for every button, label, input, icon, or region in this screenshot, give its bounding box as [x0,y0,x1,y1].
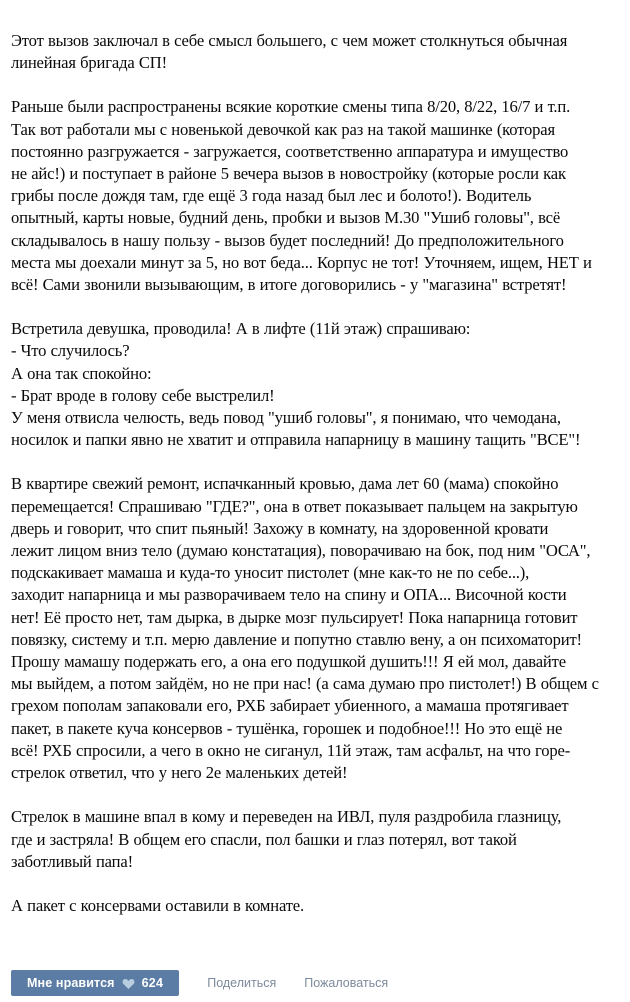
post-paragraph [11,96,620,296]
post-line: пакет, в пакете куча консервов - тушёнка, горошек и подобное!!! Но это ещё не [11,718,563,738]
like-button[interactable] [11,970,179,996]
post-line: нет! Её просто нет, там дырка, в дырке мозг пульсирует! Пока напарница готовит [11,607,578,627]
post-line: складывалось в нашу пользу - вызов будет последний! До предположительного [11,230,564,250]
post-actions-bar [11,970,388,996]
post-body [11,30,620,917]
like-button-label: Мне нравится [27,975,115,990]
post-line: лежит лицом вниз тело (думаю констатация), поворачиваю на бок, под ним "ОСА", [11,541,591,561]
post-line: не айс!) и поступает в районе 5 вечера вызов в новостройку (которые росли как [11,164,566,184]
post-line: линейная бригада СП! [11,53,167,73]
post-line: дверь и говорит, что спит пьяный! Захожу в комнату, на здоровенной кровати [11,518,549,538]
post-line: А она так спокойно: [11,363,152,383]
post-line: постоянно разгружается - загружается, соответственно аппаратура и имущество [11,141,569,161]
post-line: грибы после дождя там, где ещё 3 года назад был лес и болото!). Водитель [11,186,532,206]
post-line: Так вот работали мы с новенькой девочкой как раз на такой машинке (которая [11,119,555,139]
post-line: - Что случилось? [11,341,130,361]
post-line: заботливый папа! [11,851,133,871]
post-line: Стрелок в машине впал в кому и переведен на ИВЛ, пуля раздробила глазницу, [11,807,562,827]
post-line: носилок и папки явно не хватит и отправила напарницу в машину тащить "ВСЕ"! [11,430,581,450]
share-link[interactable]: Поделиться [207,976,277,990]
report-link[interactable]: Пожаловаться [304,976,389,990]
post-paragraph [11,895,620,917]
post-line: повязку, систему и т.п. мерю давление и попутно ставлю вену, а он психоматорит! [11,629,582,649]
post-line: У меня отвисла челюсть, ведь повод "ушиб головы", я понимаю, что чемодана, [11,408,561,428]
post-line: всё! Сами звонили вызывающим, в итоге договорились - у "магазина" встретят! [11,275,567,295]
post-line: стрелок ответил, что у него 2е маленьких детей! [11,763,348,783]
heart-icon [122,977,135,990]
post-line: всё! РХБ спросили, а чего в окно не сиганул, 11й этаж, там асфальт, на что горе- [11,740,571,760]
post-line: где и застряла! В общем его спасли, пол башки и глаз потерял, вот такой [11,829,517,849]
post-line: В квартире свежий ремонт, испачканный кровью, дама лет 60 (мама) спокойно [11,474,559,494]
post-line: перемещается! Спрашиваю "ГДЕ?", она в ответ показывает пальцем на закрытую [11,496,578,516]
post-paragraph [11,473,620,784]
like-count: 624 [141,975,164,990]
post-line: Встретила девушка, проводила! А в лифте (11й этаж) спрашиваю: [11,319,471,339]
post-line: грехом пополам запаковали его, РХБ забирает убиенного, а мамаша протягивает [11,696,569,716]
post-line: Этот вызов заключал в себе смысл большего, с чем может столкнуться обычная [11,31,568,50]
post-line: А пакет с консервами оставили в комнате. [11,895,304,915]
post-line: заходит напарница и мы разворачиваем тело на спину и ОПА... Височной кости [11,585,567,605]
post-line: Прошу мамашу подержать его, а она его подушкой душить!!! Я ей мол, давайте [11,652,566,672]
post-line: Раньше были распространены всякие короткие смены типа 8/20, 8/22, 16/7 и т.п. [11,97,571,117]
post-line: подскакивает мамаша и куда-то уносит пистолет (мне как-то не по себе...), [11,563,530,583]
post-paragraph [11,318,620,451]
post-line: опытный, карты новые, будний день, пробки и вызов М.30 "Ушиб головы", всё [11,208,561,228]
post-line: места мы доехали минут за 5, но вот беда... Корпус не тот! Уточняем, ищем, НЕТ и [11,252,592,272]
post-line: мы выйдем, а потом зайдём, но не при нас! (а сама думаю про пистолет!) В общем с [11,674,599,694]
post-paragraph [11,806,620,873]
post-line: - Брат вроде в голову себе выстрелил! [11,385,275,405]
post-paragraph [11,30,620,74]
